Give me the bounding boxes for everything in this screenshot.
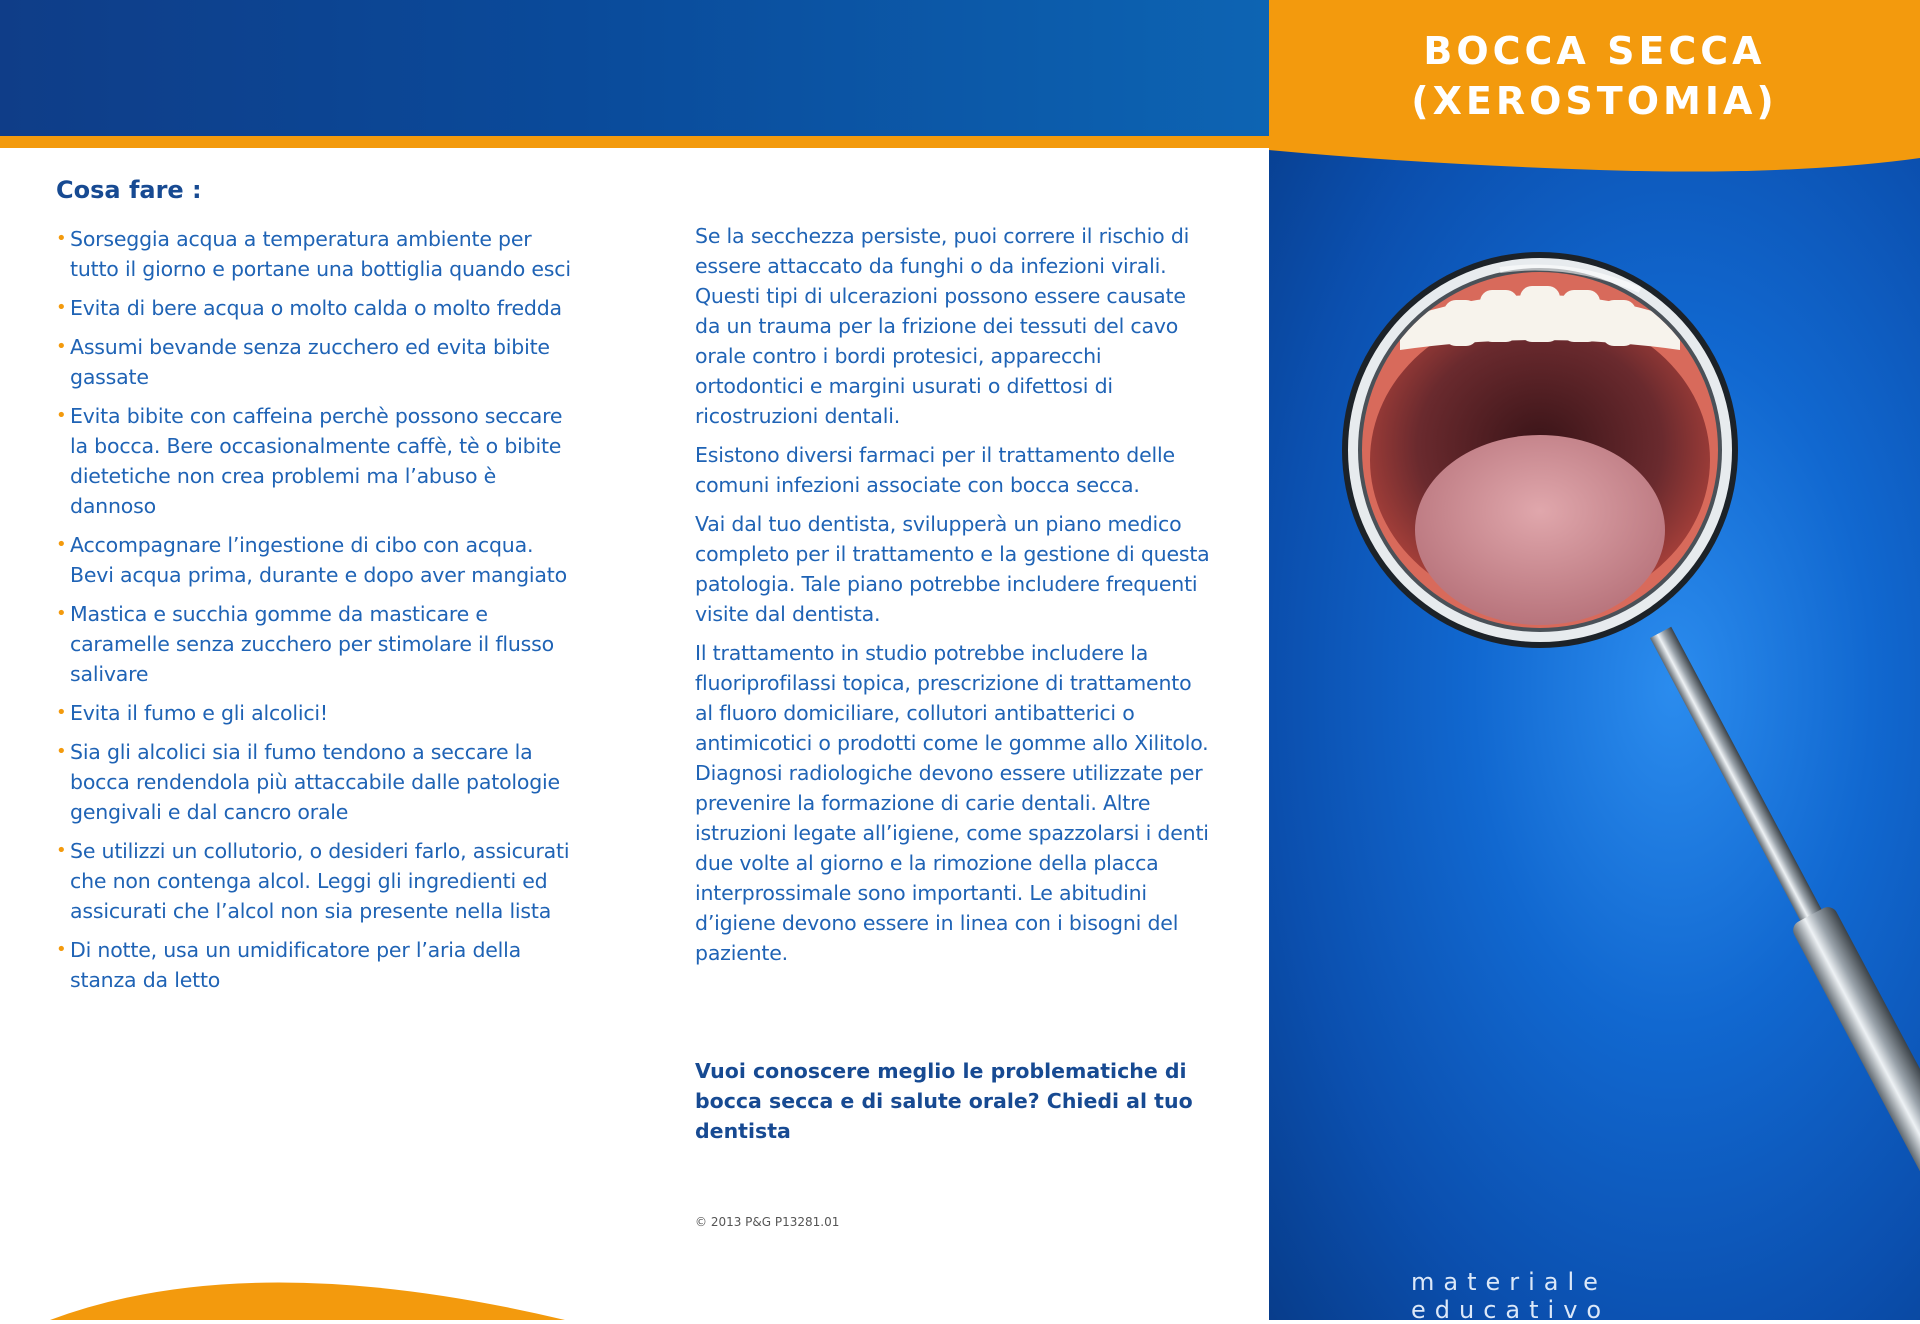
title-line-2: (XEROSTOMIA) <box>1411 79 1778 123</box>
bullet-icon: • <box>56 336 67 357</box>
list-item <box>56 698 576 728</box>
info-paragraph: Vai dal tuo dentista, svilupperà un piano medico completo per il trattamento e la gestione di questa patologia. Tale piano potrebbe includere frequenti visite dal dentista. <box>695 512 1210 626</box>
bullet-icon: • <box>56 405 67 426</box>
list-item <box>56 401 576 521</box>
bullet-icon: • <box>56 702 67 723</box>
bullet-icon: • <box>56 297 67 318</box>
copyright-notice: © 2013 P&G P13281.01 <box>695 1215 840 1229</box>
bullet-icon: • <box>56 228 67 249</box>
tip-text: Assumi bevande senza zucchero ed evita bibite gassate <box>70 335 550 389</box>
tip-text: Sorseggia acqua a temperatura ambiente per tutto il giorno e portane una bottiglia quando esci <box>70 227 571 281</box>
bottom-accent-arc <box>0 1240 620 1320</box>
bullet-icon: • <box>56 603 67 624</box>
tip-text: Evita il fumo e gli alcolici! <box>70 701 328 725</box>
tip-text: Accompagnare l’ingestione di cibo con acqua. Bevi acqua prima, durante e dopo aver mangiato <box>70 533 567 587</box>
dental-mirror-illustration <box>1340 230 1920 1320</box>
bullet-icon: • <box>56 534 67 555</box>
info-paragraph: Esistono diversi farmaci per il trattamento delle comuni infezioni associate con bocca secca. <box>695 443 1175 497</box>
bullet-icon: • <box>56 939 67 960</box>
list-item <box>56 737 576 827</box>
bullet-icon: • <box>56 840 67 861</box>
info-paragraph: Se la secchezza persiste, puoi correre il rischio di essere attaccato da funghi o da infezioni virali. Questi tipi di ulcerazioni possono essere causate da un trauma per la frizione dei tessuti del cavo orale contro i bordi protesici, apparecchi ortodontici e margini usurati o difettosi di ricostruzioni dentali. <box>695 224 1190 428</box>
tip-text: Di notte, usa un umidificatore per l’aria della stanza da letto <box>70 938 522 992</box>
info-paragraph: Il trattamento in studio potrebbe includere la fluoriprofilassi topica, prescrizione di trattamento al fluoro domiciliare, collutori antibatterici o antimicotici o prodotti come le gomme allo Xilitolo. Diagnosi radiologiche devono essere utilizzate per prevenire la formazione di carie dentali. Altre istruzioni legate all’igiene, come spazzolarsi i denti due volte al giorno e la rimozione della placca interprossimale sono importanti. Le abitudini d’igiene devono essere in linea con i bisogni del paziente. <box>695 641 1209 965</box>
list-item <box>56 224 576 284</box>
tips-column <box>56 176 576 1004</box>
header-band <box>0 0 1269 136</box>
tip-text: Se utilizzi un collutorio, o desideri farlo, assicurati che non contenga alcol. Leggi gli ingredienti ed assicurati che l’alcol non sia presente nella lista <box>70 839 570 923</box>
list-item <box>56 530 576 590</box>
tip-text: Evita bibite con caffeina perchè possono seccare la bocca. Bere occasionalmente caffè, tè o bibite dietetiche non crea problemi ma l’abuso è dannoso <box>70 404 563 518</box>
footer-label: materiale educativo <box>1411 1268 1611 1324</box>
tips-list <box>56 224 576 995</box>
tip-text: Sia gli alcolici sia il fumo tendono a seccare la bocca rendendola più attaccabile dalle patologie gengivali e dal cancro orale <box>70 740 560 824</box>
tips-heading: Cosa fare : <box>56 176 202 204</box>
list-item <box>56 935 576 995</box>
tip-text: Evita di bere acqua o molto calda o molto fredda <box>70 296 562 320</box>
page-title <box>1269 26 1920 126</box>
list-item <box>56 332 576 392</box>
title-line-1: BOCCA SECCA <box>1423 29 1766 73</box>
info-column <box>695 221 1215 977</box>
list-item <box>56 836 576 926</box>
list-item <box>56 293 576 323</box>
tip-text: Mastica e succhia gomme da masticare e caramelle senza zucchero per stimolare il flusso salivare <box>70 602 554 686</box>
call-to-action: Vuoi conoscere meglio le problematiche di bocca secca e di salute orale? Chiedi al tuo dentista <box>695 1059 1193 1143</box>
bullet-icon: • <box>56 741 67 762</box>
header-accent-stripe <box>0 136 1269 148</box>
list-item <box>56 599 576 689</box>
